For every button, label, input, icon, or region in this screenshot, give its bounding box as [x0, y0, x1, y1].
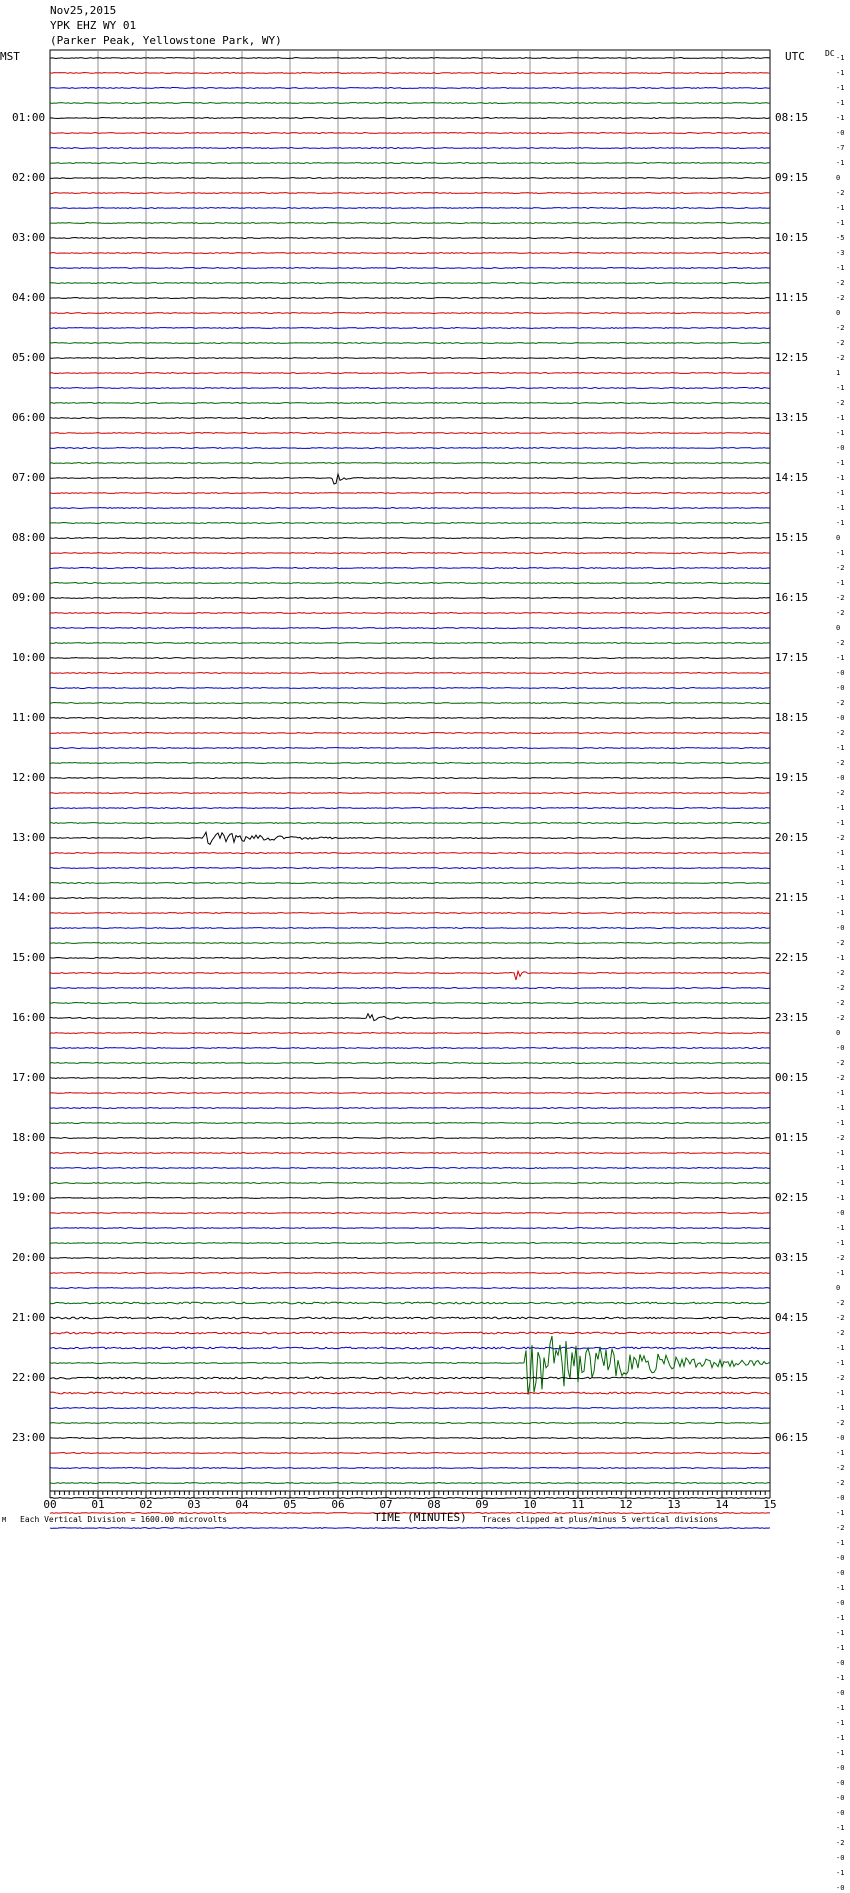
- seismic-trace: [50, 1138, 770, 1139]
- dc-offset-label: -0: [836, 444, 845, 452]
- dc-offset-label: -1: [836, 879, 845, 887]
- seismic-trace: [50, 118, 770, 119]
- left-hour-label: 20:00: [12, 1251, 46, 1264]
- right-hour-label: 09:15: [775, 171, 809, 184]
- right-hour-label: 03:15: [775, 1251, 809, 1264]
- dc-offset-label: -2: [836, 1314, 845, 1322]
- dc-offset-label: -0: [836, 1569, 845, 1577]
- dc-offset-label: -1: [836, 1509, 845, 1517]
- seismic-trace: [50, 73, 770, 74]
- dc-offset-label: 0: [836, 1029, 841, 1037]
- seismic-trace: [50, 298, 770, 299]
- seismic-trace: [50, 193, 770, 194]
- seismic-trace: [50, 673, 770, 674]
- dc-offset-label: -2: [836, 564, 845, 572]
- seismic-trace: [50, 433, 770, 434]
- dc-offset-label: -2: [836, 939, 845, 947]
- seismic-trace: [50, 358, 770, 359]
- dc-offset-label: -2: [836, 729, 845, 737]
- right-hour-label: 23:15: [775, 1011, 809, 1024]
- seismic-trace: [50, 1228, 770, 1229]
- seismic-trace: [50, 1468, 770, 1469]
- dc-offset-label: -1: [836, 909, 845, 917]
- right-hour-label: 04:15: [775, 1311, 809, 1324]
- dc-offset-label: -2: [836, 1074, 845, 1082]
- dc-offset-label: -1: [836, 819, 845, 827]
- dc-offset-label: -1: [836, 744, 845, 752]
- seismic-trace: [50, 1288, 770, 1289]
- right-hour-label: 22:15: [775, 951, 809, 964]
- dc-offset-label: -2: [836, 969, 845, 977]
- right-hour-label: 11:15: [775, 291, 809, 304]
- x-tick-label: 15: [763, 1498, 777, 1511]
- right-hour-label: 01:15: [775, 1131, 809, 1144]
- seismic-trace: [50, 223, 770, 224]
- left-hour-label: 19:00: [12, 1191, 46, 1204]
- dc-offset-label: -2: [836, 1464, 845, 1472]
- seismic-trace: [50, 658, 770, 659]
- seismic-trace: [50, 883, 770, 884]
- left-hour-label: 04:00: [12, 291, 46, 304]
- dc-offset-label: -0: [836, 1764, 845, 1772]
- seismic-trace: [50, 58, 770, 59]
- right-hour-label: 13:15: [775, 411, 809, 424]
- seismic-trace: [50, 493, 770, 494]
- left-hour-label: 21:00: [12, 1311, 46, 1324]
- seismic-trace: [50, 178, 770, 179]
- left-hour-label: 09:00: [12, 591, 46, 604]
- dc-offset-label: -1: [836, 1269, 845, 1277]
- x-tick-label: 08: [427, 1498, 441, 1511]
- dc-offset-label: -1: [836, 1629, 845, 1637]
- left-hour-label: 16:00: [12, 1011, 46, 1024]
- seismic-trace: [50, 988, 770, 989]
- left-hour-label: 10:00: [12, 651, 46, 664]
- right-hour-label: 10:15: [775, 231, 809, 244]
- dc-offset-label: -1: [836, 1119, 845, 1127]
- seismic-trace: [50, 1377, 770, 1379]
- header-date: Nov25,2015: [50, 4, 117, 17]
- dc-offset-label: -1: [836, 1404, 845, 1412]
- left-hour-label: 01:00: [12, 111, 46, 124]
- dc-offset-label: -2: [836, 1014, 845, 1022]
- seismic-trace: [50, 868, 770, 869]
- seismic-trace: [50, 448, 770, 449]
- seismic-trace: [50, 1213, 770, 1214]
- seismic-trace: [50, 1153, 770, 1154]
- dc-offset-label: -2: [836, 759, 845, 767]
- seismic-trace: [50, 253, 770, 254]
- seismic-trace: [50, 1198, 770, 1199]
- seismic-trace: [50, 553, 770, 554]
- dc-offset-label: -1: [836, 894, 845, 902]
- x-tick-label: 00: [43, 1498, 57, 1511]
- seismic-trace: [50, 1336, 770, 1395]
- dc-offset-label: -2: [836, 1479, 845, 1487]
- x-tick-label: 05: [283, 1498, 297, 1511]
- dc-offset-label: -1: [836, 1644, 845, 1652]
- dc-offset-label: -0: [836, 129, 845, 137]
- seismic-trace: [50, 748, 770, 749]
- dc-offset-label: -2: [836, 789, 845, 797]
- seismic-trace: [50, 1033, 770, 1034]
- dc-offset-label: -1: [836, 69, 845, 77]
- dc-offset-label: -0: [836, 1554, 845, 1562]
- seismic-trace: [50, 1168, 770, 1169]
- right-hour-label: 20:15: [775, 831, 809, 844]
- seismic-trace: [50, 1273, 770, 1274]
- seismic-trace: [50, 568, 770, 569]
- seismic-trace: [50, 688, 770, 689]
- seismic-trace: [50, 133, 770, 134]
- dc-offset-label: -0: [836, 714, 845, 722]
- seismic-trace: [50, 1528, 770, 1529]
- dc-offset-label: -0: [836, 774, 845, 782]
- dc-offset-label: -1: [836, 1239, 845, 1247]
- seismic-trace: [50, 1243, 770, 1244]
- header-location: (Parker Peak, Yellowstone Park, WY): [50, 34, 282, 47]
- left-hour-label: 18:00: [12, 1131, 46, 1144]
- right-hour-label: 14:15: [775, 471, 809, 484]
- seismic-trace: [50, 913, 770, 914]
- dc-label: DC: [825, 49, 835, 58]
- dc-offset-label: -1: [836, 1194, 845, 1202]
- dc-offset-label: -5: [836, 234, 845, 242]
- dc-offset-label: 0: [836, 309, 841, 317]
- seismic-trace: [50, 1108, 770, 1109]
- x-tick-label: 12: [619, 1498, 633, 1511]
- seismic-trace: [50, 763, 770, 764]
- right-hour-label: 02:15: [775, 1191, 809, 1204]
- dc-offset-label: -1: [836, 579, 845, 587]
- x-tick-label: 14: [715, 1498, 729, 1511]
- seismic-trace: [50, 163, 770, 164]
- x-tick-label: 02: [139, 1498, 153, 1511]
- seismic-trace: [50, 793, 770, 794]
- right-hour-label: 19:15: [775, 771, 809, 784]
- seismic-trace: [50, 418, 770, 419]
- left-hour-label: 15:00: [12, 951, 46, 964]
- right-timezone-label: UTC: [785, 50, 805, 63]
- dc-offset-label: -1: [836, 474, 845, 482]
- seismic-trace: [50, 403, 770, 404]
- dc-offset-label: -1: [836, 1614, 845, 1622]
- dc-offset-label: -0: [836, 1779, 845, 1787]
- dc-offset-label: -0: [836, 1434, 845, 1442]
- left-hour-label: 13:00: [12, 831, 46, 844]
- right-hour-label: 00:15: [775, 1071, 809, 1084]
- dc-offset-label: -2: [836, 1299, 845, 1307]
- seismic-trace: [50, 148, 770, 149]
- right-hour-label: 05:15: [775, 1371, 809, 1384]
- seismic-trace: [50, 853, 770, 854]
- seismic-trace: [50, 268, 770, 269]
- dc-offset-label: -1: [836, 1869, 845, 1877]
- seismic-trace: [50, 643, 770, 644]
- seismic-trace: [50, 208, 770, 209]
- seismic-trace: [50, 328, 770, 329]
- dc-offset-label: -2: [836, 324, 845, 332]
- dc-offset-label: -1: [836, 1389, 845, 1397]
- seismic-trace: [50, 823, 770, 824]
- dc-offset-label: -2: [836, 399, 845, 407]
- seismic-trace: [50, 703, 770, 704]
- dc-offset-label: -1: [836, 414, 845, 422]
- dc-offset-label: -1: [836, 459, 845, 467]
- seismic-trace: [50, 1498, 770, 1499]
- left-hour-label: 11:00: [12, 711, 46, 724]
- dc-offset-label: -2: [836, 639, 845, 647]
- seismic-trace: [50, 343, 770, 344]
- seismic-trace: [50, 958, 770, 959]
- dc-offset-label: -0: [836, 1599, 845, 1607]
- seismic-trace: [50, 1483, 770, 1484]
- seismic-trace: [50, 1438, 770, 1439]
- seismic-trace: [50, 718, 770, 719]
- left-hour-label: 14:00: [12, 891, 46, 904]
- dc-offset-label: -1: [836, 1179, 845, 1187]
- right-hour-label: 12:15: [775, 351, 809, 364]
- left-hour-label: 02:00: [12, 171, 46, 184]
- seismic-trace: [50, 943, 770, 944]
- dc-offset-label: -1: [836, 84, 845, 92]
- dc-offset-label: -2: [836, 999, 845, 1007]
- dc-offset-label: -2: [836, 1374, 845, 1382]
- seismic-trace: [50, 103, 770, 104]
- x-tick-label: 09: [475, 1498, 489, 1511]
- seismic-trace: [50, 1302, 770, 1304]
- dc-offset-label: -0: [836, 1809, 845, 1817]
- dc-offset-label: -1: [836, 1719, 845, 1727]
- dc-offset-label: -0: [836, 1209, 845, 1217]
- right-hour-label: 06:15: [775, 1431, 809, 1444]
- dc-offset-label: -0: [836, 1659, 845, 1667]
- header-station: YPK EHZ WY 01: [50, 19, 137, 32]
- right-hour-label: 16:15: [775, 591, 809, 604]
- dc-offset-label: -0: [836, 1884, 845, 1892]
- dc-offset-label: -1: [836, 1674, 845, 1682]
- dc-offset-label: -1: [836, 849, 845, 857]
- seismic-trace: [50, 928, 770, 929]
- seismic-trace: [50, 1317, 770, 1319]
- footer-clip-note: Traces clipped at plus/minus 5 vertical divisions: [482, 1515, 719, 1524]
- seismic-trace: [50, 1347, 770, 1349]
- dc-offset-label: -1: [836, 1449, 845, 1457]
- seismic-trace: [50, 613, 770, 614]
- dc-offset-label: -2: [836, 189, 845, 197]
- left-hour-label: 12:00: [12, 771, 46, 784]
- dc-offset-label: -1: [836, 1704, 845, 1712]
- dc-offset-label: -0: [836, 1854, 845, 1862]
- dc-offset-label: -1: [836, 654, 845, 662]
- dc-offset-label: -1: [836, 864, 845, 872]
- dc-offset-label: -0: [836, 669, 845, 677]
- dc-offset-label: -1: [836, 489, 845, 497]
- dc-offset-label: -1: [836, 519, 845, 527]
- plot-frame: [50, 50, 770, 1491]
- left-hour-label: 07:00: [12, 471, 46, 484]
- dc-offset-label: -1: [836, 1344, 845, 1352]
- dc-offset-label: -2: [836, 354, 845, 362]
- dc-offset-label: -1: [836, 429, 845, 437]
- dc-offset-label: -1: [836, 1359, 845, 1367]
- seismic-trace: [50, 283, 770, 284]
- seismic-trace: [50, 1332, 770, 1334]
- dc-offset-label: -1: [836, 264, 845, 272]
- dc-offset-label: -0: [836, 684, 845, 692]
- left-hour-label: 22:00: [12, 1371, 46, 1384]
- dc-offset-label: -1: [836, 384, 845, 392]
- dc-offset-label: -2: [836, 1134, 845, 1142]
- dc-offset-label: -2: [836, 1419, 845, 1427]
- x-tick-label: 07: [379, 1498, 393, 1511]
- dc-offset-label: -1: [836, 954, 845, 962]
- dc-offset-label: -0: [836, 1044, 845, 1052]
- dc-offset-label: 0: [836, 174, 841, 182]
- left-hour-label: 08:00: [12, 531, 46, 544]
- left-hour-label: 23:00: [12, 1431, 46, 1444]
- right-hour-label: 18:15: [775, 711, 809, 724]
- dc-offset-label: -2: [836, 1059, 845, 1067]
- dc-offset-label: -2: [836, 279, 845, 287]
- dc-offset-label: -1: [836, 1104, 845, 1112]
- x-tick-label: 06: [331, 1498, 345, 1511]
- seismic-trace: [50, 1078, 770, 1079]
- dc-offset-label: -2: [836, 339, 845, 347]
- seismic-trace: [50, 1408, 770, 1409]
- dc-offset-label: 1: [836, 369, 841, 377]
- dc-offset-label: -2: [836, 294, 845, 302]
- left-hour-label: 06:00: [12, 411, 46, 424]
- seismic-trace: [50, 1392, 770, 1394]
- dc-offset-label: -2: [836, 609, 845, 617]
- seismic-trace: [50, 1123, 770, 1124]
- left-timezone-label: MST: [0, 50, 20, 63]
- left-hour-label: 17:00: [12, 1071, 46, 1084]
- dc-offset-label: -2: [836, 834, 845, 842]
- dc-offset-label: -2: [836, 699, 845, 707]
- seismic-trace: [50, 1048, 770, 1049]
- dc-offset-label: -1: [836, 549, 845, 557]
- x-tick-label: 13: [667, 1498, 681, 1511]
- seismic-trace: [50, 733, 770, 734]
- seismic-trace: [50, 598, 770, 599]
- x-tick-label: 01: [91, 1498, 105, 1511]
- seismic-trace: [50, 88, 770, 89]
- dc-offset-label: -1: [836, 1149, 845, 1157]
- seismic-trace: [50, 1423, 770, 1424]
- seismic-trace: [50, 388, 770, 389]
- dc-offset-label: 0: [836, 624, 841, 632]
- dc-offset-label: -3: [836, 249, 845, 257]
- dc-offset-label: -1: [836, 204, 845, 212]
- dc-offset-label: -1: [836, 1824, 845, 1832]
- seismic-trace: [50, 1093, 770, 1094]
- seismic-trace: [50, 1063, 770, 1064]
- dc-offset-label: -1: [836, 114, 845, 122]
- right-hour-label: 08:15: [775, 111, 809, 124]
- seismic-trace: [50, 373, 770, 374]
- x-tick-label: 03: [187, 1498, 201, 1511]
- left-hour-label: 05:00: [12, 351, 46, 364]
- seismic-trace: [50, 808, 770, 809]
- dc-offset-label: -1: [836, 1089, 845, 1097]
- dc-offset-label: -0: [836, 1494, 845, 1502]
- dc-offset-label: -1: [836, 1749, 845, 1757]
- x-tick-label: 10: [523, 1498, 537, 1511]
- seismic-trace: [50, 474, 770, 484]
- dc-offset-label: -2: [836, 984, 845, 992]
- dc-offset-label: -0: [836, 924, 845, 932]
- dc-offset-label: -1: [836, 1164, 845, 1172]
- dc-offset-label: -7: [836, 144, 845, 152]
- dc-offset-label: -1: [836, 1539, 845, 1547]
- right-hour-label: 21:15: [775, 891, 809, 904]
- dc-offset-label: -0: [836, 1794, 845, 1802]
- footer-scale: Each Vertical Division = 1600.00 microvolts: [20, 1515, 228, 1524]
- seismic-trace: [50, 1183, 770, 1184]
- dc-offset-label: -1: [836, 54, 845, 62]
- right-hour-label: 15:15: [775, 531, 809, 544]
- dc-offset-label: -2: [836, 1839, 845, 1847]
- dc-offset-label: -2: [836, 1524, 845, 1532]
- seismic-trace: [50, 313, 770, 314]
- seismic-trace: [50, 508, 770, 509]
- dc-offset-label: -2: [836, 1254, 845, 1262]
- dc-offset-label: -2: [836, 1329, 845, 1337]
- dc-offset-label: -1: [836, 219, 845, 227]
- dc-offset-label: -1: [836, 159, 845, 167]
- seismic-trace: [50, 1453, 770, 1454]
- seismic-trace: [50, 898, 770, 899]
- dc-offset-label: -0: [836, 1689, 845, 1697]
- footer-mark: M: [2, 1516, 7, 1524]
- x-axis-title: TIME (MINUTES): [374, 1511, 467, 1524]
- seismic-trace: [50, 238, 770, 239]
- dc-offset-label: -1: [836, 1734, 845, 1742]
- seismic-trace: [50, 1014, 770, 1021]
- seismic-trace: [50, 971, 770, 980]
- seismic-trace: [50, 1258, 770, 1259]
- seismic-trace: [50, 628, 770, 629]
- dc-offset-label: 0: [836, 534, 841, 542]
- seismic-trace: [50, 523, 770, 524]
- dc-offset-label: -1: [836, 504, 845, 512]
- seismic-trace: [50, 463, 770, 464]
- seismic-trace: [50, 1003, 770, 1004]
- dc-offset-label: -1: [836, 804, 845, 812]
- seismic-trace: [50, 778, 770, 779]
- dc-offset-label: 0: [836, 1284, 841, 1292]
- dc-offset-label: -2: [836, 594, 845, 602]
- seismic-trace: [50, 583, 770, 584]
- seismic-trace: [50, 538, 770, 539]
- x-tick-label: 04: [235, 1498, 249, 1511]
- right-hour-label: 17:15: [775, 651, 809, 664]
- x-tick-label: 11: [571, 1498, 585, 1511]
- left-hour-label: 03:00: [12, 231, 46, 244]
- dc-offset-label: -1: [836, 1224, 845, 1232]
- dc-offset-label: -1: [836, 1584, 845, 1592]
- dc-offset-label: -1: [836, 99, 845, 107]
- seismic-trace: [50, 832, 770, 844]
